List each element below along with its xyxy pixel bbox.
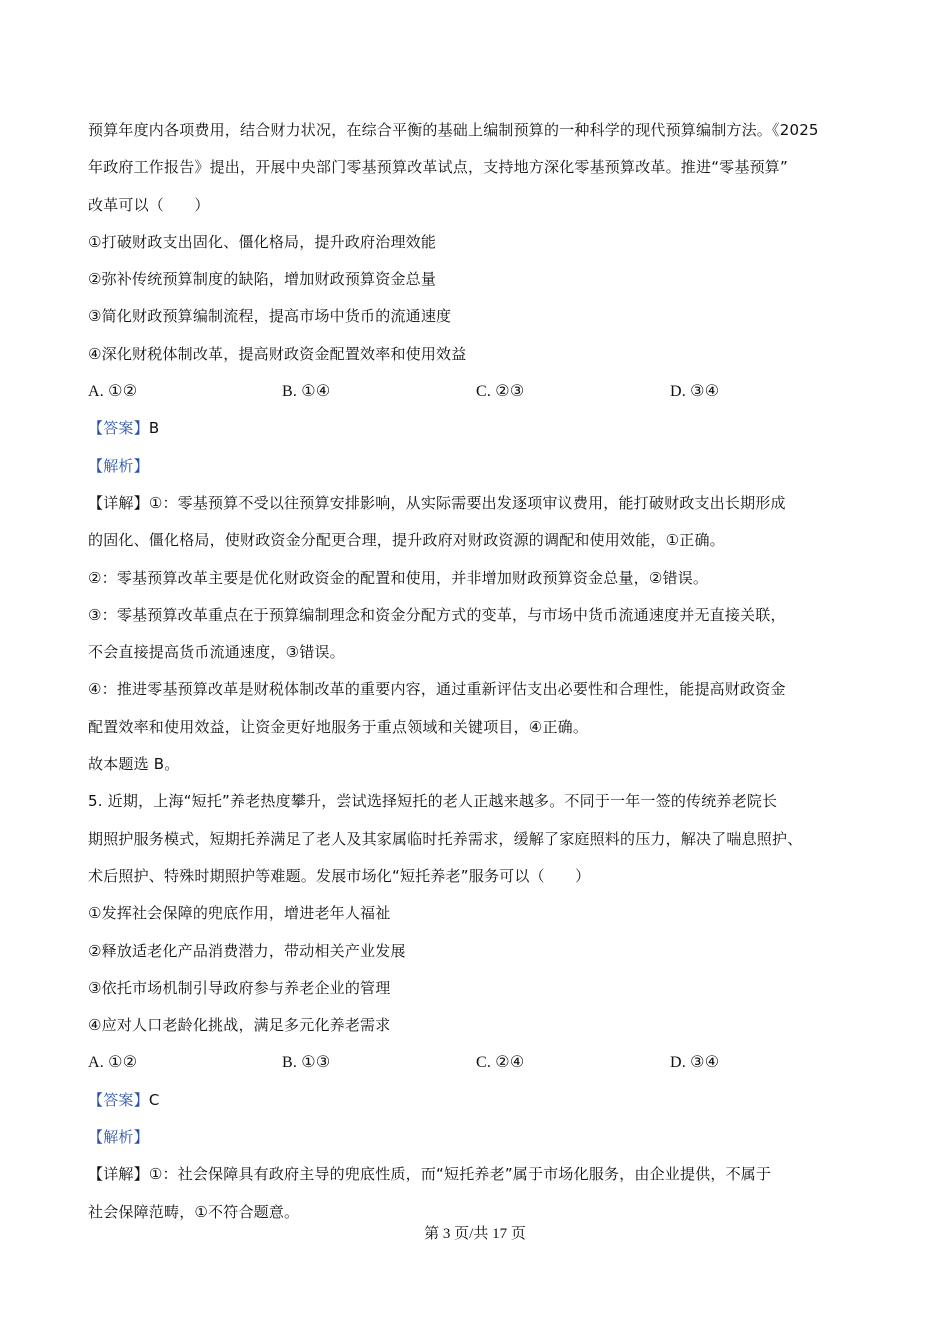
question-4-detail-line-6: ④：推进零基预算改革是财税体制改革的重要内容，通过重新评估支出必要性和合理性，能提高财政资金 <box>88 680 786 699</box>
detail-tag: 【详解】 <box>88 1165 149 1184</box>
question-4-answer <box>88 410 870 447</box>
question-4-options <box>88 373 870 410</box>
question-4-item-4: ④深化财税体制改革，提高财政资金配置效率和使用效益 <box>88 344 467 363</box>
question-4-stem-line-3: 改革可以（ ） <box>88 195 210 214</box>
question-4-conclusion: 故本题选 B。 <box>88 755 180 774</box>
analysis-tag: 【解析】 <box>88 1128 149 1147</box>
question-5-stem-line-3: 术后照护、特殊时期照护等难题。发展市场化“短托养老”服务可以（ ） <box>88 866 591 885</box>
question-5-stem-line-1: 5. 近期，上海“短托”养老热度攀升，尝试选择短托的老人正越来越多。不同于一年一签的传统养老院长 <box>88 792 778 811</box>
question-4-option-d: D. ③④ <box>670 383 720 401</box>
question-4-option-a: A. ①② <box>88 383 138 401</box>
question-4-detail-line-5: 不会直接提高货币流通速度，③错误。 <box>88 643 345 662</box>
answer-value: C <box>148 1090 160 1109</box>
question-5-answer <box>88 1082 870 1119</box>
question-5-item-1: ①发挥社会保障的兜底作用，增进老年人福祉 <box>88 904 391 923</box>
page-footer: 第 3 页/共 17 页 <box>424 1226 526 1242</box>
answer-tag: 【答案】 <box>88 1090 149 1109</box>
page-content <box>88 112 870 1231</box>
question-4-detail-line-3: ②：零基预算改革主要是优化财政资金的配置和使用，并非增加财政预算资金总量，②错误。 <box>88 568 709 587</box>
analysis-tag: 【解析】 <box>88 456 149 475</box>
answer-value: B <box>148 419 160 438</box>
question-5-item-4: ④应对人口老龄化挑战，满足多元化养老需求 <box>88 1016 391 1035</box>
detail-text: ①：社会保障具有政府主导的兜底性质，而“短托养老”属于市场化服务，由企业提供，不属于 <box>148 1165 772 1184</box>
question-4-detail-line-1 <box>88 485 870 522</box>
question-5-option-d: D. ③④ <box>670 1054 720 1072</box>
detail-text: ①：零基预算不受以往预算安排影响，从实际需要出发逐项审议费用，能打破财政支出长期形成 <box>148 493 786 512</box>
question-4-detail-line-4: ③：零基预算改革重点在于预算编制理念和资金分配方式的变革，与市场中货币流通速度并无直接关联， <box>88 605 786 624</box>
question-5-option-c: C. ②④ <box>476 1054 525 1072</box>
answer-tag: 【答案】 <box>88 419 149 438</box>
question-5-option-b: B. ①③ <box>282 1054 331 1072</box>
question-5-option-a: A. ①② <box>88 1054 138 1072</box>
question-4-item-1: ①打破财政支出固化、僵化格局，提升政府治理效能 <box>88 232 437 251</box>
question-4-option-c: C. ②③ <box>476 383 525 401</box>
question-4-option-b: B. ①④ <box>282 383 331 401</box>
question-5-detail-line-2: 社会保障范畴，①不符合题意。 <box>88 1202 300 1221</box>
question-5-stem-line-2: 期照护服务模式，短期托养满足了老人及其家属临时托养需求，缓解了家庭照料的压力，解决了喘息照护、 <box>88 829 803 848</box>
detail-tag: 【详解】 <box>88 493 149 512</box>
question-5-analysis <box>88 1119 870 1156</box>
question-4-detail-line-7: 配置效率和使用效益，让资金更好地服务于重点领域和关键项目，④正确。 <box>88 717 589 736</box>
question-4-detail-line-2: 的固化、僵化格局，使财政资金分配更合理，提升政府对财政资源的调配和使用效能，①正确。 <box>88 531 725 550</box>
question-4-stem-line-2: 年政府工作报告》提出，开展中央部门零基预算改革试点，支持地方深化零基预算改革。推进“零基预算” <box>88 158 788 177</box>
question-5-options <box>88 1044 870 1081</box>
question-4-item-3: ③简化财政预算编制流程，提高市场中货币的流通速度 <box>88 307 452 326</box>
question-5-item-3: ③依托市场机制引导政府参与养老企业的管理 <box>88 978 391 997</box>
question-4-item-2: ②弥补传统预算制度的缺陷，增加财政预算资金总量 <box>88 270 437 289</box>
question-4-analysis <box>88 448 870 485</box>
question-5-item-2: ②释放适老化产品消费潜力，带动相关产业发展 <box>88 941 406 960</box>
question-5-detail-line-1 <box>88 1156 870 1193</box>
question-4-stem-line-1: 预算年度内各项费用，结合财力状况，在综合平衡的基础上编制预算的一种科学的现代预算编制方法。《2025 <box>88 121 819 139</box>
